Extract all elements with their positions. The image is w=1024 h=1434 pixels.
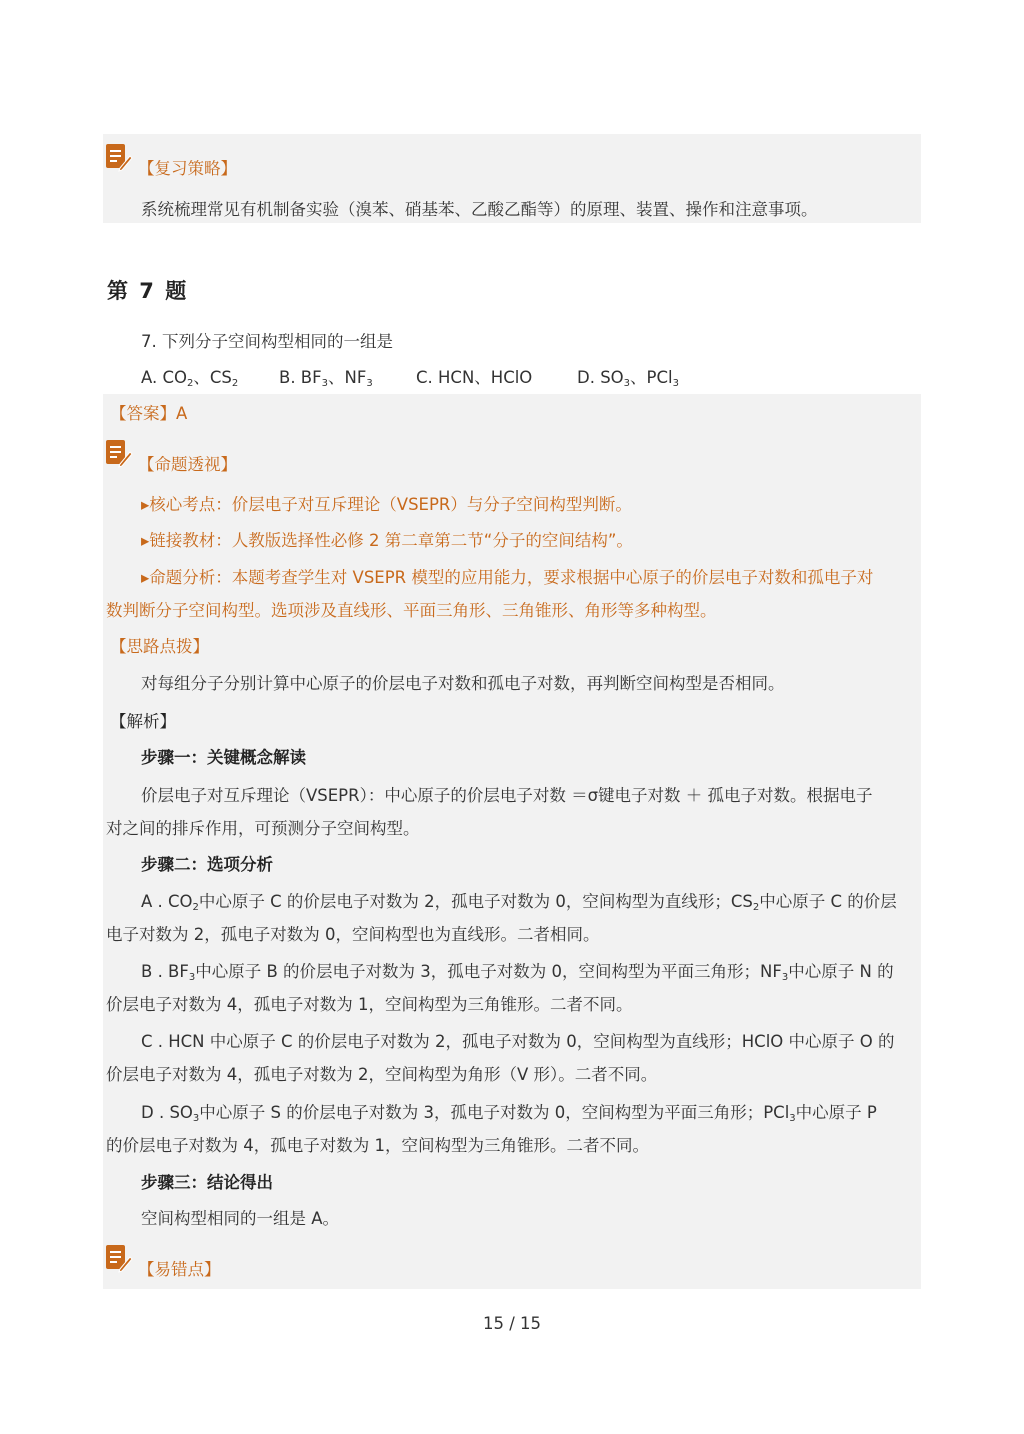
step-two-heading: 步骤二：选项分析: [141, 855, 273, 874]
option-b: B. $BF_3$、$NF_3$: [279, 368, 373, 389]
perspective-point-textbook: ▸链接教材：人教版选择性必修 2 第二章第二节“分子的空间结构”。: [141, 531, 633, 550]
option-a-analysis-line1: A . $CO_2$中心原子 C 的价层电子对数为 2，孤电子对数为 0，空间构型为直线形；$CS_2$中心原子 C 的价层: [141, 892, 897, 913]
step-one-heading: 步骤一：关键概念解读: [141, 748, 306, 767]
option-c-analysis-line2: 价层电子对数为 4，孤电子对数为 2，空间构型为角形（V 形）。二者不同。: [106, 1065, 658, 1084]
note-edit-icon: [105, 1243, 133, 1273]
option-d-analysis-line1: D . $SO_3$中心原子 S 的价层电子对数为 3，孤电子对数为 0，空间构型为平面三角形；PCl$_3$中心原子 P: [141, 1103, 877, 1124]
option-b-analysis-line1: B . $BF_3$中心原子 B 的价层电子对数为 3，孤电子对数为 0，空间构型为平面三角形；$NF_3$中心原子 N 的: [141, 962, 894, 983]
option-a: A. $CO_2$、$CS_2$: [141, 368, 239, 389]
perspective-title: 【命题透视】: [138, 455, 237, 474]
hint-title: 【思路点拨】: [110, 637, 209, 656]
step-three-heading: 步骤三：结论得出: [141, 1173, 273, 1192]
option-b-analysis-line2: 价层电子对数为 4，孤电子对数为 1，空间构型为三角锥形。二者不同。: [106, 995, 633, 1014]
option-c-analysis-line1: C . HCN 中心原子 C 的价层电子对数为 2，孤电子对数为 0，空间构型为直线形；HClO 中心原子 O 的: [141, 1032, 895, 1051]
option-d: D. $SO_3$、PCl$_3$: [577, 368, 679, 389]
note-edit-icon: [105, 438, 133, 468]
conclusion-text: 空间构型相同的一组是 A。: [141, 1209, 340, 1228]
perspective-point-analysis-line1: ▸命题分析：本题考查学生对 VSEPR 模型的应用能力，要求根据中心原子的价层电子对数和孤电子对: [141, 568, 874, 587]
review-strategy-title: 【复习策略】: [138, 159, 237, 178]
perspective-point-analysis-line2: 数判断分子空间构型。选项涉及直线形、平面三角形、三角锥形、角形等多种构型。: [106, 601, 717, 620]
option-d-analysis-line2: 的价层电子对数为 4，孤电子对数为 1，空间构型为三角锥形。二者不同。: [106, 1136, 649, 1155]
answer-line: 【答案】A: [110, 404, 188, 423]
question-stem: 7. 下列分子空间构型相同的一组是: [141, 332, 393, 351]
step-one-text-line1: 价层电子对互斥理论（VSEPR）：中心原子的价层电子对数 ＝σ键电子对数 ＋ 孤电子对数。根据电子: [141, 786, 873, 805]
perspective-point-core: ▸核心考点：价层电子对互斥理论（VSEPR）与分子空间构型判断。: [141, 495, 632, 514]
analysis-title: 【解析】: [110, 712, 176, 731]
option-c: C. HCN、HClO: [416, 368, 533, 387]
option-a-analysis-line2: 电子对数为 2，孤电子对数为 0，空间构型也为直线形。二者相同。: [106, 925, 600, 944]
question-heading: 第 7 题: [107, 279, 189, 303]
page-number: 15 / 15: [482, 1314, 542, 1333]
step-one-text-line2: 对之间的排斥作用，可预测分子空间构型。: [106, 819, 420, 838]
review-strategy-text: 系统梳理常见有机制备实验（溴苯、硝基苯、乙酸乙酯等）的原理、装置、操作和注意事项。: [141, 200, 818, 219]
mistakes-title: 【易错点】: [138, 1260, 221, 1279]
hint-text: 对每组分子分别计算中心原子的价层电子对数和孤电子对数，再判断空间构型是否相同。: [141, 674, 785, 693]
note-edit-icon: [105, 142, 133, 172]
